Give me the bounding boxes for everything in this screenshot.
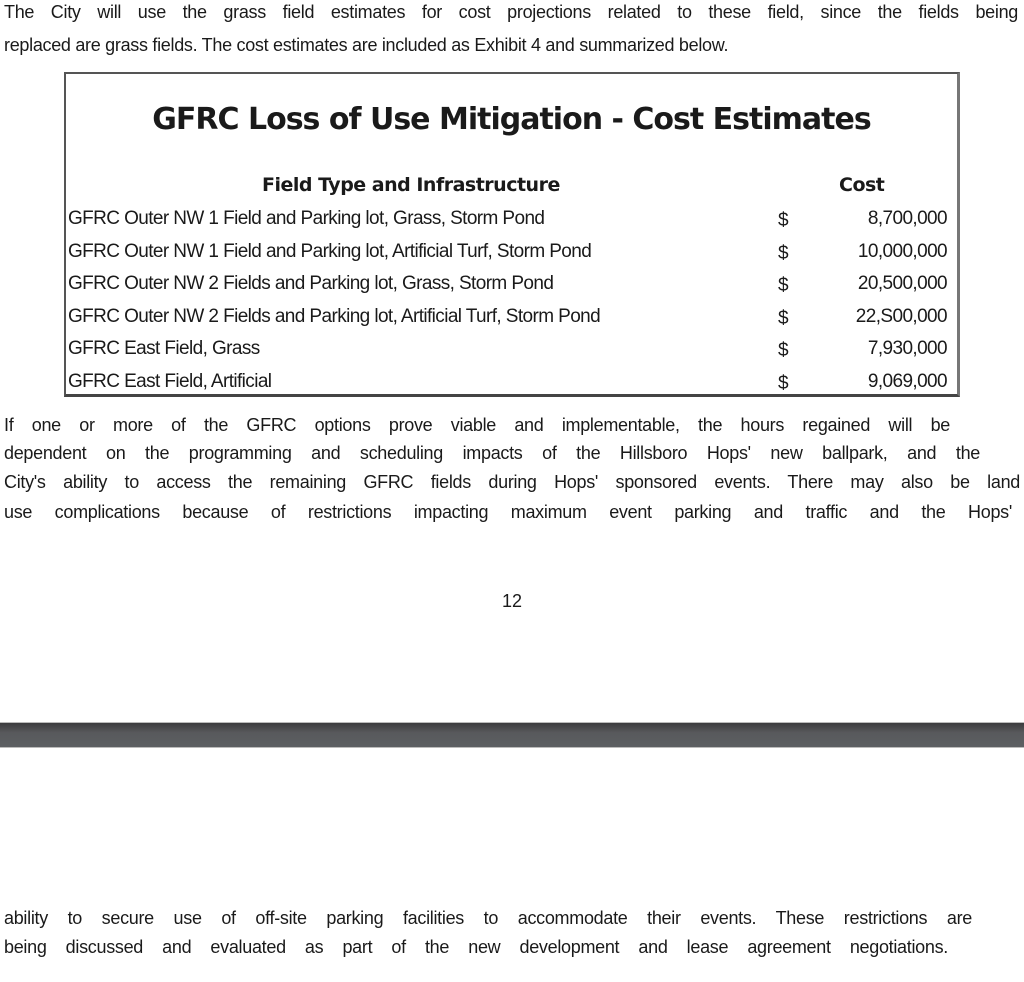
row-cost: 8,700,000 (867, 208, 947, 229)
row-cost: 9,069,000 (867, 371, 947, 392)
row-cost: 7,930,000 (867, 338, 947, 360)
row-description: GFRC Outer NW 2 Fields and Parking lot, Artificial Turf, Storm Pond (68, 305, 601, 327)
row-currency: $ (778, 340, 788, 362)
intro-line: The City will use the grass field estimates for cost projections related to these field, since the fields being (4, 2, 1018, 22)
row-description: GFRC East Field, Grass (68, 338, 260, 360)
row-currency: $ (778, 307, 788, 329)
intro-line: replaced are grass fields. The cost estimates are included as Exhibit 4 and summarized below. (4, 35, 729, 55)
body-line: use complications because of restrictions impacting maximum event parking and traffic and the Hops' (4, 502, 1012, 522)
row-currency: $ (778, 373, 788, 394)
table-row (68, 237, 947, 269)
page-separator (0, 722, 1024, 748)
table-row (68, 204, 947, 236)
cost-estimates-table (64, 72, 960, 397)
column-header-cost: Cost (839, 174, 885, 196)
row-description: GFRC Outer NW 2 Fields and Parking lot, Grass, Storm Pond (68, 273, 554, 295)
row-cost: 22,S00,000 (855, 305, 947, 327)
body-line: being discussed and evaluated as part of the new development and lease agreement negotiations. (4, 937, 948, 957)
row-description: GFRC Outer NW 1 Field and Parking lot, Grass, Storm Pond (68, 208, 545, 229)
table-row (68, 269, 947, 301)
row-cost: 20,500,000 (857, 273, 947, 295)
row-currency: $ (778, 242, 788, 264)
body-line: dependent on the programming and scheduling impacts of the Hillsboro Hops' new ballpark, and the (4, 443, 980, 463)
body-line: If one or more of the GFRC options prove viable and implementable, the hours regained will be (4, 415, 950, 435)
table-row (68, 334, 947, 366)
row-description: GFRC East Field, Artificial (68, 371, 272, 392)
row-description: GFRC Outer NW 1 Field and Parking lot, Artificial Turf, Storm Pond (68, 240, 592, 262)
row-currency: $ (778, 275, 788, 297)
table-title: GFRC Loss of Use Mitigation - Cost Estimates (152, 102, 871, 137)
column-header-field-type: Field Type and Infrastructure (262, 174, 560, 196)
row-cost: 10,000,000 (857, 240, 947, 262)
table-row (68, 367, 947, 399)
body-line: ability to secure use of off-site parking facilities to accommodate their events. These restrictions are (4, 908, 972, 928)
body-line: City's ability to access the remaining GFRC fields during Hops' sponsored events. There may also be land (4, 472, 1020, 492)
row-currency: $ (778, 210, 788, 231)
table-row (68, 302, 947, 334)
page-number: 12 (501, 591, 523, 611)
